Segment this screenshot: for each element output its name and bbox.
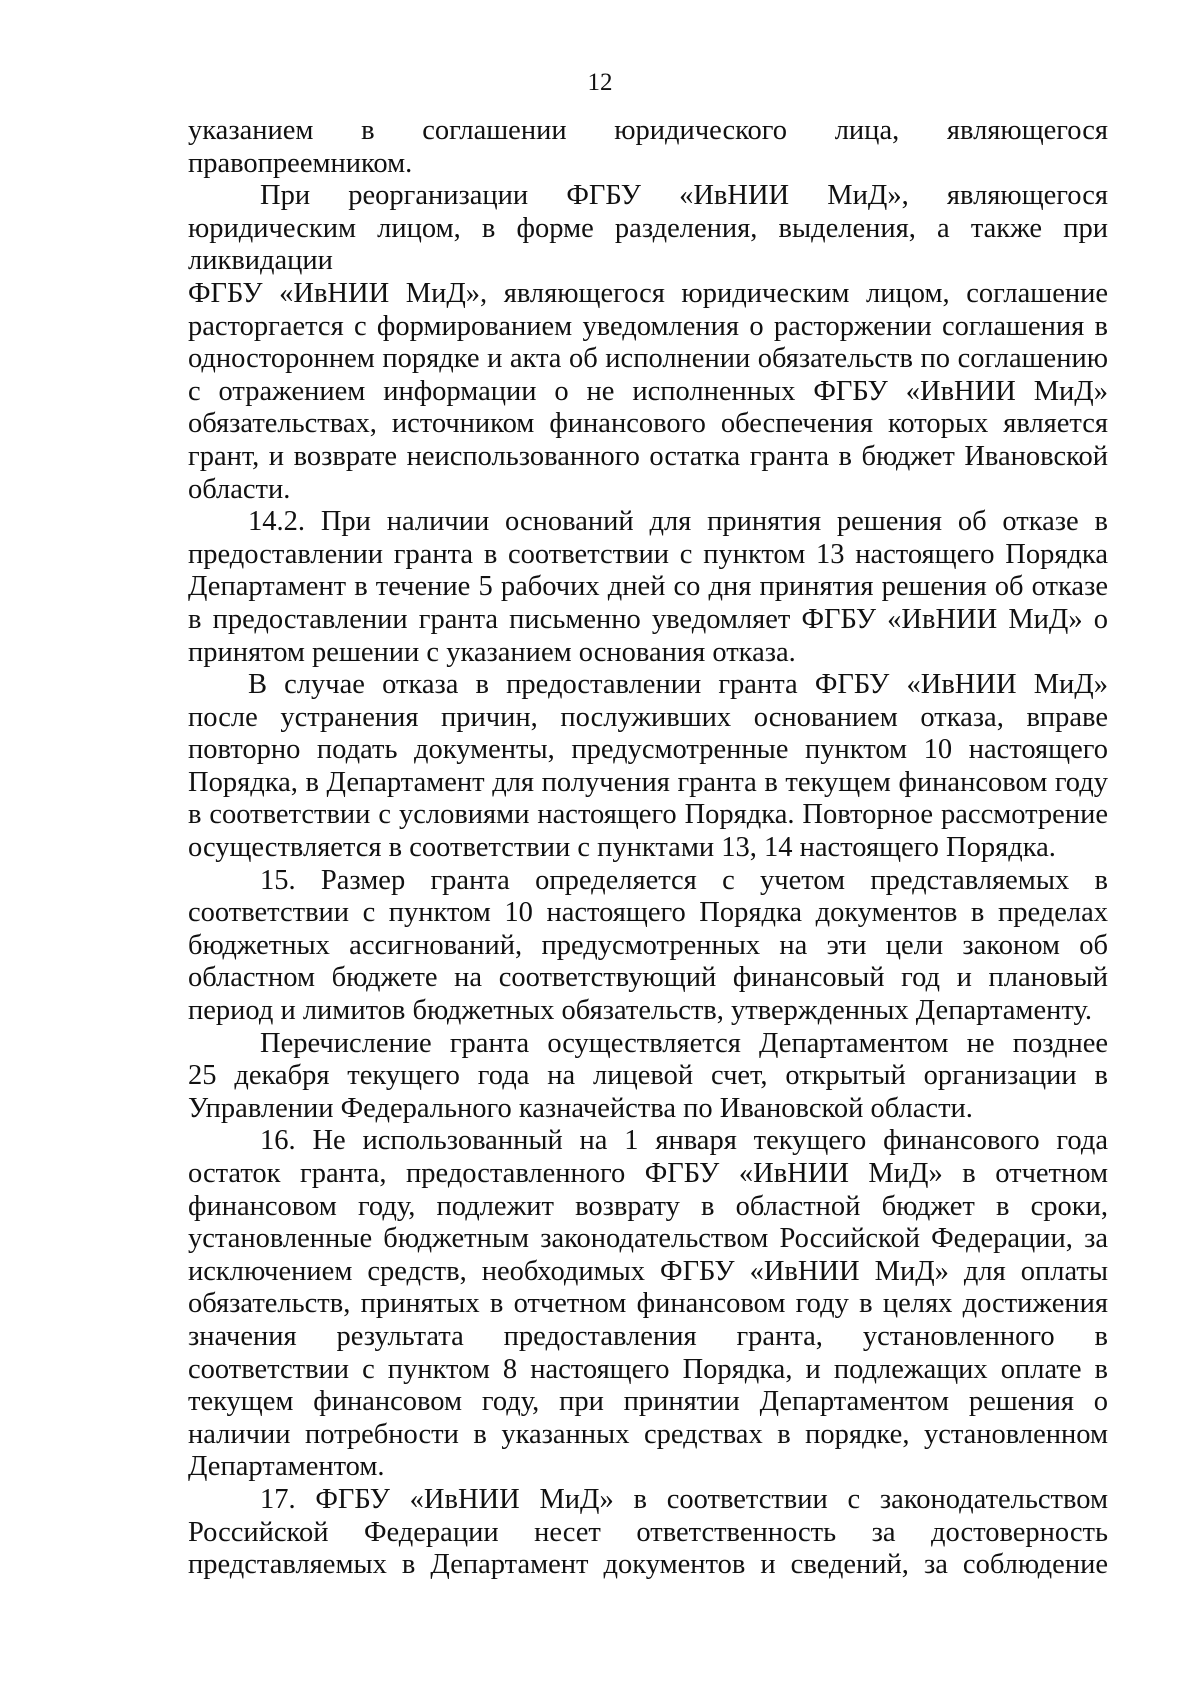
text-line: ликвидации [188,245,333,277]
text-line: представляемых в Департамент документов и сведений, за соблюдение [188,1549,1108,1581]
text-line: остаток гранта, предоставленного ФГБУ «ИвНИИ МиД» в отчетном [188,1158,1108,1189]
text-line: в предоставлении гранта письменно уведомляет ФГБУ «ИвНИИ МиД» о [188,603,1108,635]
text-line: с отражением информации о не исполненных ФГБУ «ИвНИИ МиД» [188,375,1108,407]
text-line: ФГБУ «ИвНИИ МиД», являющегося юридическим лицом, соглашение [188,277,1108,309]
text-line: области. [188,473,291,505]
text-line: областном бюджете на соответствующий финансовый год и плановый [188,962,1108,994]
text-line: повторно подать документы, предусмотренные пунктом 10 настоящего [188,734,1108,766]
text-line: осуществляется в соответствии с пунктами 13, 14 настоящего Порядка. [188,832,1056,864]
text-line: 17. ФГБУ «ИвНИИ МиД» в соответствии с законодательством [260,1483,1108,1515]
text-line: в соответствии с условиями настоящего Порядка. Повторное рассмотрение [188,799,1108,831]
text-line: установленные бюджетным законодательством Российской Федерации, за [188,1223,1108,1255]
document-body [188,115,1108,1582]
text-line: юридическим лицом, в форме разделения, выделения, а также при [188,212,1108,244]
text-line: Порядка, в Департамент для получения гранта в текущем финансовом году [188,766,1108,798]
text-line: 25 декабря текущего года на лицевой счет, открытый организации в [188,1060,1108,1092]
text-line: обязательствах, источником финансового обеспечения которых является [188,408,1108,440]
text-line: бюджетных ассигнований, предусмотренных на эти цели законом об [188,929,1108,961]
text-line: Департамент в течение 5 рабочих дней со дня принятия решения об отказе [188,571,1108,603]
text-line: наличии потребности в указанных средствах в порядке, установленном [188,1418,1108,1450]
text-line: Управлении Федерального казначейства по Ивановской области. [188,1092,973,1124]
text-line: период и лимитов бюджетных обязательств, утвержденных Департаменту. [188,995,1092,1027]
text-line: Департаментом. [188,1451,385,1483]
text-line: соответствии с пунктом 8 настоящего Порядка, и подлежащих оплате в [188,1353,1108,1385]
text-line: после устранения причин, послуживших основанием отказа, вправе [188,701,1108,733]
text-line: 15. Размер гранта определяется с учетом представляемых в [260,864,1108,896]
text-line: Российской Федерации несет ответственность за достоверность [188,1516,1108,1548]
text-line: значения результата предоставления гранта, установленного в [188,1320,1108,1352]
text-line: предоставлении гранта в соответствии с пунктом 13 настоящего Порядка [188,538,1108,570]
text-line: указанием в соглашении юридического лица, являющегося [188,115,1108,146]
text-line: При реорганизации ФГБУ «ИвНИИ МиД», являющегося [260,180,1108,212]
text-line: В случае отказа в предоставлении гранта ФГБУ «ИвНИИ МиД» [248,669,1108,701]
text-line: обязательств, принятых в отчетном финансовом году в целях достижения [188,1288,1108,1320]
text-line: финансовом году, подлежит возврату в областной бюджет в сроки, [188,1190,1108,1222]
text-line: Перечисление гранта осуществляется Департаментом не позднее [260,1027,1108,1059]
text-line: грант, и возврате неиспользованного остатка гранта в бюджет Ивановской [188,440,1108,472]
text-line: 16. Не использованный на 1 января текущего финансового года [260,1125,1108,1157]
text-line: соответствии с пунктом 10 настоящего Порядка документов в пределах [188,897,1108,929]
text-line: исключением средств, необходимых ФГБУ «ИвНИИ МиД» для оплаты [188,1255,1108,1287]
text-line: расторгается с формированием уведомления о расторжении соглашения в [188,310,1108,342]
text-line: текущем финансовом году, при принятии Департаментом решения о [188,1386,1108,1418]
text-line: правопреемником. [188,147,413,179]
text-line: принятом решении с указанием основания отказа. [188,636,796,668]
text-line: одностороннем порядке и акта об исполнении обязательств по соглашению [188,343,1108,375]
page-number: 12 [587,69,613,96]
text-line: 14.2. При наличии оснований для принятия решения об отказе в [248,506,1108,538]
